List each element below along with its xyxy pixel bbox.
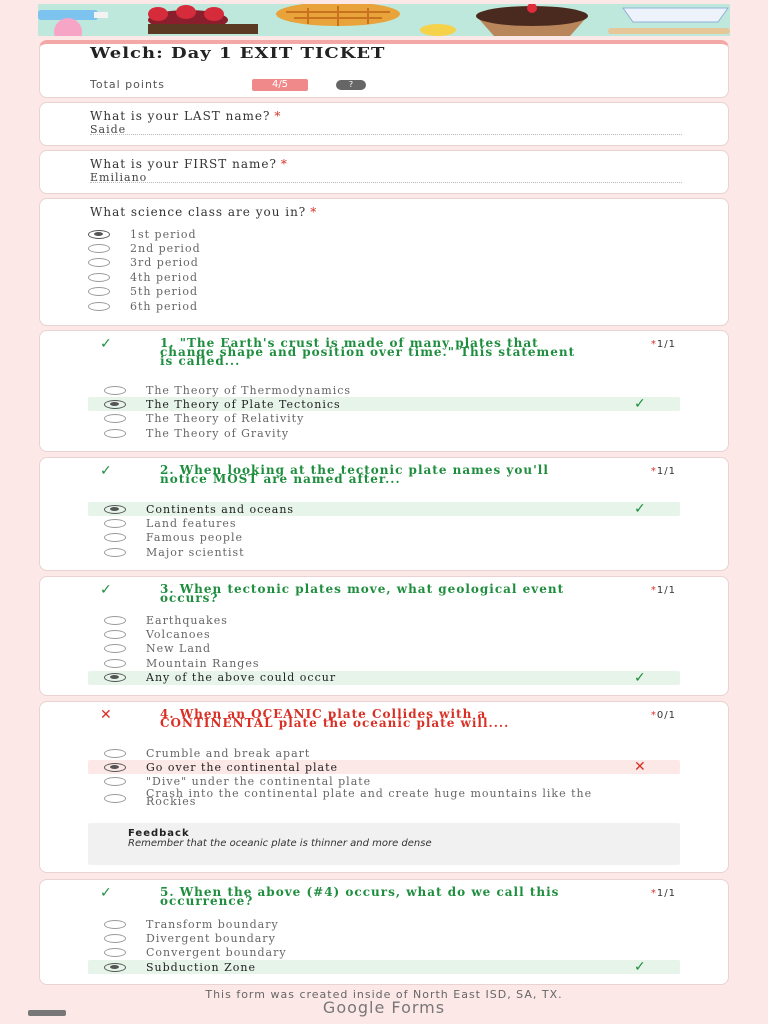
option-label: 5th period	[130, 285, 198, 299]
question-card-2	[39, 457, 729, 571]
radio-button[interactable]	[104, 794, 126, 803]
radio-button[interactable]	[88, 244, 110, 253]
period-option[interactable]	[88, 227, 197, 241]
radio-button[interactable]	[104, 920, 126, 929]
check-icon: ✓	[100, 582, 112, 598]
radio-button[interactable]	[104, 519, 126, 528]
radio-button[interactable]	[104, 763, 126, 772]
option-label: 3rd period	[130, 256, 199, 270]
radio-button[interactable]	[104, 414, 126, 423]
google-forms-logo[interactable]: Google Forms	[322, 998, 446, 1017]
answer-option[interactable]	[104, 931, 276, 945]
option-label: 2nd period	[130, 241, 201, 255]
answer-option[interactable]	[104, 946, 287, 960]
option-label: "Dive" under the continental plate	[146, 775, 372, 789]
answer-option[interactable]	[104, 642, 211, 656]
first-name-answer: Emiliano	[90, 171, 148, 184]
form-header-card	[39, 40, 729, 98]
first-name-card	[39, 150, 729, 194]
radio-button[interactable]	[104, 400, 126, 409]
total-points-label: Total points	[90, 78, 165, 91]
first-name-underline	[90, 182, 682, 183]
option-label: Continents and oceans	[146, 502, 295, 516]
option-label: The Theory of Plate Tectonics	[146, 397, 341, 411]
radio-button[interactable]	[104, 659, 126, 668]
question-title: 3. When tectonic plates move, what geological event occurs?	[160, 582, 565, 605]
answer-option[interactable]	[104, 545, 245, 559]
radio-button[interactable]	[104, 386, 126, 395]
points-value: 1/1	[656, 339, 676, 350]
option-label: 6th period	[130, 299, 198, 313]
answer-option[interactable]	[104, 917, 279, 931]
radio-button[interactable]	[88, 273, 110, 282]
check-icon: ✓	[634, 669, 646, 686]
answer-option[interactable]	[104, 960, 256, 974]
report-icon[interactable]	[28, 1010, 66, 1016]
required-star: *	[650, 710, 657, 721]
option-label: Convergent boundary	[146, 946, 287, 960]
radio-button[interactable]	[104, 533, 126, 542]
header-banner-image	[38, 4, 730, 36]
help-icon[interactable]: ?	[336, 80, 366, 90]
last-name-label: What is your LAST name? *	[90, 109, 282, 123]
radio-button[interactable]	[104, 616, 126, 625]
option-label: The Theory of Relativity	[146, 412, 305, 426]
answer-option[interactable]	[104, 789, 646, 807]
question-card-4	[39, 701, 729, 873]
check-icon: ✓	[634, 396, 646, 413]
question-card-5	[39, 879, 729, 985]
question-card-3	[39, 576, 729, 696]
radio-button[interactable]	[104, 749, 126, 758]
answer-option[interactable]	[104, 502, 294, 516]
question-points	[651, 339, 676, 350]
required-star: *	[650, 339, 657, 350]
question-card-1	[39, 330, 729, 452]
required-star: *	[650, 888, 657, 899]
option-label: Earthquakes	[146, 613, 228, 627]
option-label: Crash into the continental plate and create huge mountains like the Rockies	[146, 787, 593, 809]
option-label: 1st period	[130, 227, 197, 241]
points-value: 1/1	[656, 466, 676, 477]
option-label: Transform boundary	[146, 917, 279, 931]
feedback-box	[88, 823, 680, 865]
science-class-card	[39, 198, 729, 326]
x-icon: ✕	[634, 759, 646, 776]
points-value: 1/1	[656, 585, 676, 596]
radio-button[interactable]	[104, 934, 126, 943]
answer-option[interactable]	[104, 746, 310, 760]
question-title: 4. When an OCEANIC plate Collides with a CONTINENTAL plate the oceanic plate will....	[160, 707, 510, 730]
option-label: Mountain Ranges	[146, 656, 260, 670]
option-label: Famous people	[146, 531, 243, 545]
answer-option[interactable]	[104, 613, 228, 627]
question-points	[651, 585, 676, 596]
footer-note: This form was created inside of North East ISD, SA, TX.	[205, 988, 563, 1001]
option-label: Land features	[146, 516, 237, 530]
radio-button[interactable]	[104, 673, 126, 682]
check-icon: ✓	[634, 501, 646, 517]
question-title: 1. "The Earth's crust is made of many plates that change shape and position over time." This statement is called...	[160, 336, 576, 368]
check-icon: ✓	[100, 885, 112, 901]
period-option[interactable]	[88, 270, 198, 284]
form-title: Welch: Day 1 EXIT TICKET	[90, 44, 386, 63]
answer-option[interactable]	[104, 627, 211, 641]
points-value: 1/1	[656, 888, 676, 899]
science-class-label: What science class are you in? *	[90, 205, 318, 219]
check-icon: ✓	[100, 336, 112, 352]
answer-option[interactable]	[104, 426, 289, 440]
option-label: Crumble and break apart	[146, 746, 311, 760]
last-name-card	[39, 102, 729, 146]
radio-button[interactable]	[104, 963, 126, 972]
feedback-title: Feedback	[128, 828, 190, 839]
radio-button[interactable]	[88, 287, 110, 296]
answer-option[interactable]	[104, 531, 243, 545]
option-label: Major scientist	[146, 545, 245, 559]
option-label: Subduction Zone	[146, 960, 256, 974]
required-star: *	[650, 585, 657, 596]
option-label: The Theory of Gravity	[146, 426, 290, 440]
radio-button[interactable]	[104, 630, 126, 639]
period-option[interactable]	[88, 299, 198, 313]
option-label: Any of the above could occur	[146, 671, 337, 685]
feedback-text: Remember that the oceanic plate is thinner and more dense	[128, 838, 432, 849]
option-label: Divergent boundary	[146, 931, 276, 945]
radio-button[interactable]	[104, 429, 126, 438]
option-label: New Land	[146, 642, 212, 656]
answer-option[interactable]	[104, 760, 338, 774]
question-points	[651, 466, 676, 477]
option-label: Volcanoes	[146, 627, 211, 641]
question-title: 5. When the above (#4) occurs, what do we call this occurrence?	[160, 885, 560, 908]
period-option[interactable]	[88, 241, 201, 255]
radio-button[interactable]	[104, 777, 126, 786]
required-star: *	[650, 466, 657, 477]
answer-option[interactable]	[104, 397, 341, 411]
answer-option[interactable]	[104, 656, 260, 670]
question-points	[651, 710, 676, 721]
radio-button[interactable]	[88, 302, 110, 311]
check-icon: ✓	[634, 959, 646, 976]
radio-button[interactable]	[104, 548, 126, 557]
last-name-answer: Saide	[90, 123, 127, 136]
points-value: 0/1	[656, 710, 676, 721]
question-title: 2. When looking at the tectonic plate names you'll notice MOST are named after...	[160, 463, 549, 486]
answer-option[interactable]	[104, 516, 237, 530]
radio-button[interactable]	[104, 644, 126, 653]
first-name-label: What is your FIRST name? *	[90, 157, 288, 171]
answer-option[interactable]	[104, 412, 304, 426]
period-option[interactable]	[88, 256, 199, 270]
check-icon: ✓	[100, 463, 112, 479]
option-label: 4th period	[130, 270, 198, 284]
period-option[interactable]	[88, 285, 198, 299]
radio-button[interactable]	[88, 258, 110, 267]
score-badge: 4/5	[252, 79, 308, 91]
option-label: Go over the continental plate	[146, 760, 339, 774]
radio-button[interactable]	[104, 948, 126, 957]
x-icon: ✕	[100, 707, 112, 723]
option-label: The Theory of Thermodynamics	[146, 383, 352, 397]
answer-option[interactable]	[104, 383, 351, 397]
last-name-underline	[90, 134, 682, 135]
radio-button[interactable]	[88, 230, 110, 239]
question-points	[651, 888, 676, 899]
radio-button[interactable]	[104, 505, 126, 514]
answer-option[interactable]	[104, 671, 336, 685]
